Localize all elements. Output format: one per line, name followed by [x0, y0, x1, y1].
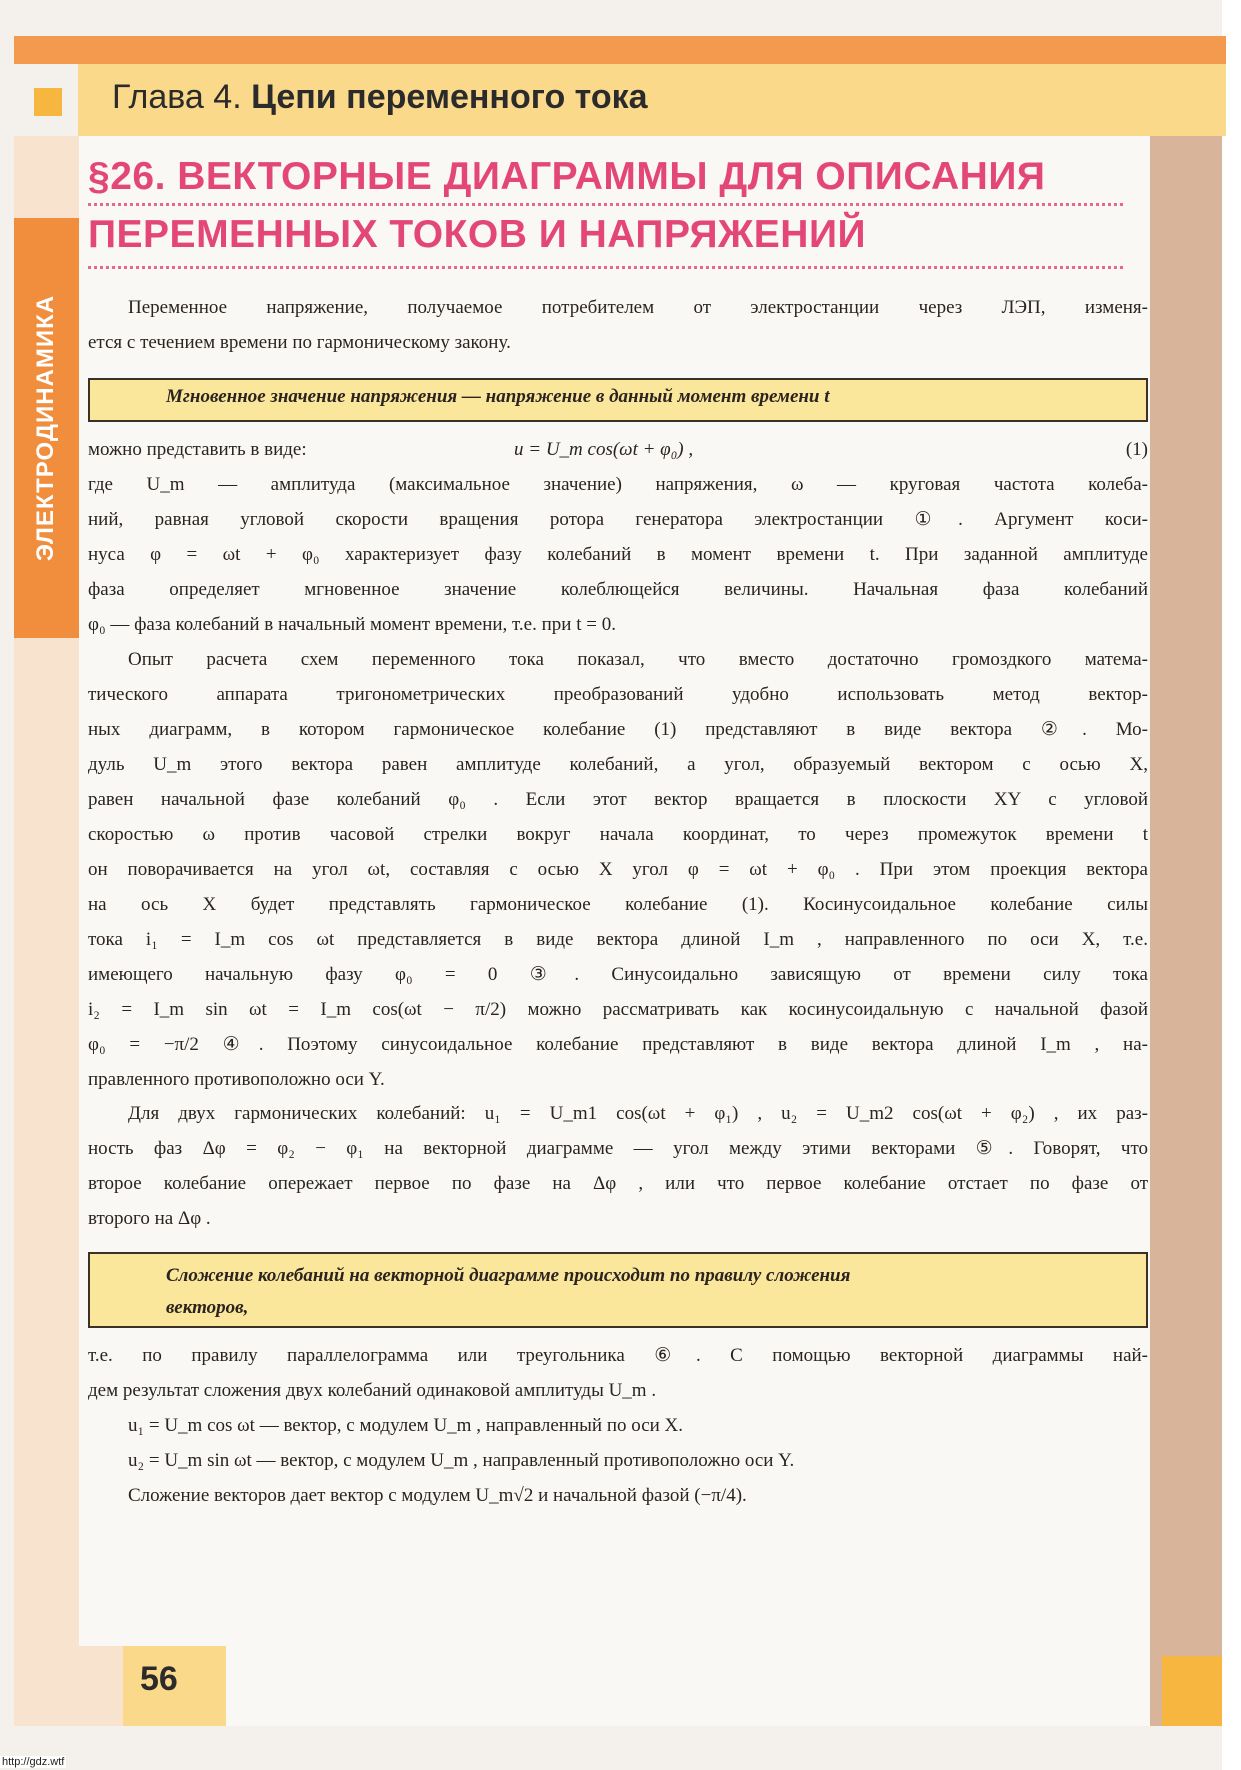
- intro-paragraph: [88, 290, 1148, 360]
- text-line: u₂ = U_m sin ωt — вектор, с модулем U_m , направленный противоположно оси Y.: [128, 1450, 795, 1471]
- side-tab-label: ЭЛЕКТРОДИНАМИКА: [32, 294, 59, 562]
- text-line: второе колебание опережает первое по фазе на Δφ , или что первое колебание отстает по фазе от: [88, 1173, 1148, 1194]
- text-line: второго на Δφ .: [88, 1208, 211, 1229]
- footer-margin: [78, 1646, 123, 1726]
- text-line: тока i₁ = I_m cos ωt представляется в виде вектора длиной I_m , направленного по оси X, т.е.: [88, 929, 1148, 950]
- section-title-line-2: ПЕРЕМЕННЫХ ТОКОВ И НАПРЯЖЕНИЙ: [88, 213, 867, 256]
- text-line: т.е. по правилу параллелограмма или треугольника ⑥. С помощью векторной диаграммы най-: [88, 1345, 1148, 1366]
- page-number: 56: [140, 1660, 178, 1698]
- text-line: можно представить в виде:: [88, 439, 307, 460]
- text-line: нуса φ = ωt + φ₀ характеризует фазу колебаний в момент времени t. При заданной амплитуде: [88, 544, 1148, 565]
- chapter-heading: [112, 78, 648, 117]
- title-dotted-rule-1: [88, 203, 1123, 206]
- text-line: дуль U_m этого вектора равен амплитуде колебаний, а угол, образуемый вектором с осью X,: [88, 754, 1148, 775]
- formula-line: [88, 432, 1148, 467]
- text-line: фаза определяет мгновенное значение колеблющейся величины. Начальная фаза колебаний: [88, 579, 1148, 600]
- text-line: дем результат сложения двух колебаний одинаковой амплитуды U_m .: [88, 1380, 657, 1401]
- text-line: где U_m — амплитуда (максимальное значение) напряжения, ω — круговая частота колеба-: [88, 474, 1148, 495]
- text-line: ний, равная угловой скорости вращения ротора генератора электростанции ①. Аргумент коси-: [88, 509, 1148, 530]
- text-line: он поворачивается на угол ωt, составляя с осью X угол φ = ωt + φ₀ . При этом проекция вектора: [88, 859, 1148, 880]
- paragraph-4: [88, 1338, 1148, 1513]
- top-color-band: [14, 36, 1226, 64]
- text-line: равен начальной фазе колебаний φ₀ . Если этот вектор вращается в плоскости XY с угловой: [88, 789, 1148, 810]
- definition-text: векторов,: [166, 1297, 249, 1318]
- text-line: ность фаз Δφ = φ₂ − φ₁ на векторной диаграмме — угол между этими векторами ⑤. Говорят, что: [88, 1138, 1148, 1159]
- text-line: φ₀ = −π/2 ④. Поэтому синусоидальное колебание представляют в виде вектора длиной I_m , на-: [88, 1034, 1148, 1055]
- definition-text: Сложение колебаний на векторной диаграмме происходит по правилу сложения: [166, 1265, 851, 1286]
- text-line: ется с течением времени по гармоническому закону.: [88, 332, 511, 353]
- equation-number: (1): [1125, 439, 1148, 460]
- chapter-prefix: Глава 4.: [112, 78, 242, 116]
- definition-box-2: [88, 1252, 1148, 1328]
- text-line: ных диаграмм, в котором гармоническое колебание (1) представляют в виде вектора ②. Мо-: [88, 719, 1148, 740]
- text-line: Опыт расчета схем переменного тока показал, что вместо достаточно громоздкого матема-: [128, 649, 1148, 670]
- paragraph-2: [88, 642, 1148, 1097]
- section-title: [88, 148, 1148, 264]
- text-line: i₂ = I_m sin ωt = I_m cos(ωt − π/2) можно рассматривать как косинусоидальную с начальной фазой: [88, 999, 1148, 1020]
- formula-1: u = U_m cos(ωt + φ₀) ,: [514, 439, 694, 460]
- text-line: тического аппарата тригонометрических преобразований удобно использовать метод вектор-: [88, 684, 1148, 705]
- scan-edge: [1222, 0, 1241, 1770]
- text-line: Сложение векторов дает вектор с модулем U_m√2 и начальной фазой (−π/4).: [128, 1485, 747, 1506]
- footer-corner-block: [1162, 1656, 1222, 1726]
- text-line: имеющего начальную фазу φ₀ = 0 ③. Синусоидально зависящую от времени силу тока: [88, 964, 1148, 985]
- header-marker: [34, 88, 62, 116]
- text-line: Для двух гармонических колебаний: u₁ = U_m1 cos(ωt + φ₁) , u₂ = U_m2 cos(ωt + φ₂) , их раз-: [128, 1103, 1148, 1124]
- text-line: Переменное напряжение, получаемое потребителем от электростанции через ЛЭП, изменя-: [128, 297, 1148, 318]
- chapter-title: Цепи переменного тока: [251, 78, 648, 116]
- title-dotted-rule-2: [88, 266, 1123, 269]
- source-url[interactable]: http://gdz.wtf: [2, 1756, 65, 1768]
- definition-text: Мгновенное значение напряжения — напряжение в данный момент времени t: [166, 386, 830, 407]
- paragraph-3: [88, 1096, 1148, 1236]
- paragraph-1: [88, 432, 1148, 642]
- text-line: скоростью ω против часовой стрелки вокруг начала координат, то через промежуток времени t: [88, 824, 1148, 845]
- text-line: правленного противоположно оси Y.: [88, 1069, 385, 1090]
- section-title-line-1: §26. ВЕКТОРНЫЕ ДИАГРАММЫ ДЛЯ ОПИСАНИЯ: [88, 155, 1046, 198]
- text-line: u₁ = U_m cos ωt — вектор, с модулем U_m , направленный по оси X.: [128, 1415, 684, 1436]
- text-line: φ₀ — фаза колебаний в начальный момент времени, т.е. при t = 0.: [88, 614, 616, 635]
- definition-box-1: [88, 378, 1148, 422]
- text-line: на ось X будет представлять гармоническое колебание (1). Косинусоидальное колебание силы: [88, 894, 1148, 915]
- right-page-bleed: [1150, 136, 1222, 1726]
